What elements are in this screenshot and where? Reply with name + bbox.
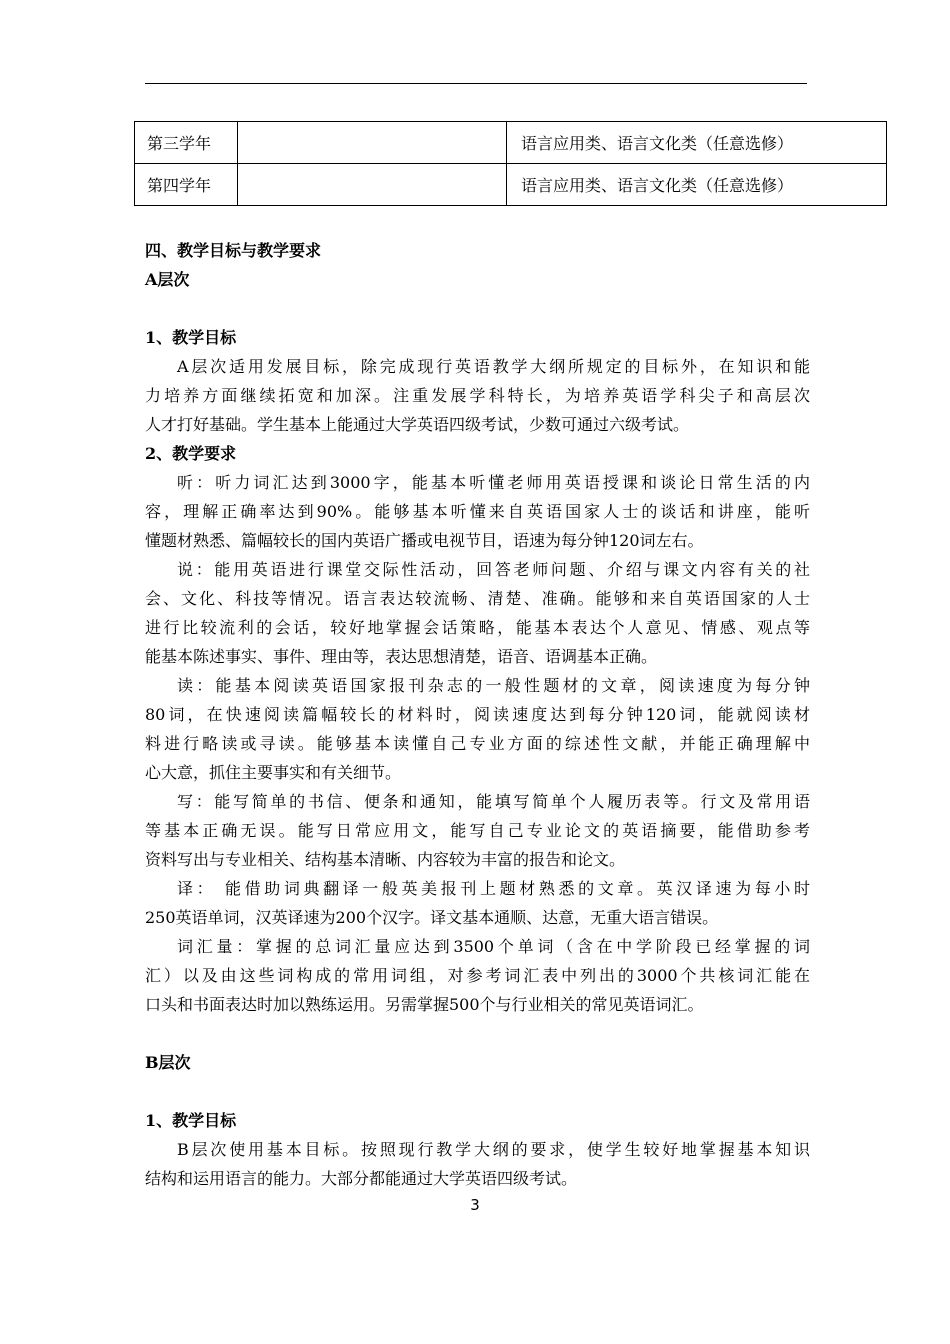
level-a-req-heading: 2、教学要求 (145, 444, 237, 463)
document-body (145, 236, 810, 1193)
blank-line (145, 1077, 810, 1106)
paragraph-line: 进行比较流利的会话，较好地掌握会话策略，能基本表达个人意见、情感、观点等 (145, 618, 810, 637)
paragraph-line: 口头和书面表达时加以熟练运用。另需掌握500个与行业相关的常见英语词汇。 (145, 995, 704, 1014)
course-table (134, 121, 887, 206)
section-heading: 四、教学目标与教学要求 (145, 241, 322, 260)
courses-cell: 语言应用类、语言文化类（任意选修） (507, 122, 887, 164)
paragraph-line: 说：能用英语进行课堂交际性活动，回答老师问题、介绍与课文内容有关的社 (177, 560, 810, 579)
paragraph-line: 容，理解正确率达到90%。能够基本听懂来自英语国家人士的谈话和讲座，能听 (145, 502, 810, 521)
paragraph-line: 读：能基本阅读英语国家报刊杂志的一般性题材的文章，阅读速度为每分钟 (177, 676, 810, 695)
paragraph-line: A层次适用发展目标，除完成现行英语教学大纲所规定的目标外，在知识和能 (177, 357, 810, 376)
paragraph-line: B层次使用基本目标。按照现行教学大纲的要求，使学生较好地掌握基本知识 (177, 1140, 810, 1159)
paragraph-line: 80词，在快速阅读篇幅较长的材料时，阅读速度达到每分钟120词，能就阅读材 (145, 705, 810, 724)
table-row (135, 164, 887, 206)
paragraph-line: 资料写出与专业相关、结构基本清晰、内容较为丰富的报告和论文。 (145, 850, 626, 869)
level-a-goal-heading: 1、教学目标 (145, 328, 237, 347)
table-row (135, 122, 887, 164)
paragraph-line: 译： 能借助词典翻译一般英美报刊上题材熟悉的文章。英汉译速为每小时 (177, 879, 810, 898)
paragraph-line: 能基本陈述事实、事件、理由等，表达思想清楚，语音、语调基本正确。 (145, 647, 658, 666)
paragraph-line: 会、文化、科技等情况。语言表达较流畅、清楚、准确。能够和来自英语国家的人士 (145, 589, 810, 608)
paragraph-line: 力培养方面继续拓宽和加深。注重发展学科特长，为培养英语学科尖子和高层次 (145, 386, 810, 405)
paragraph-line: 汇）以及由这些词构成的常用词组，对参考词汇表中列出的3000个共核词汇能在 (145, 966, 810, 985)
paragraph-line: 料进行略读或寻读。能够基本读懂自己专业方面的综述性文献，并能正确理解中 (145, 734, 810, 753)
header-rule (145, 83, 807, 84)
year-cell: 第四学年 (135, 164, 238, 206)
paragraph-line: 人才打好基础。学生基本上能通过大学英语四级考试，少数可通过六级考试。 (145, 415, 690, 434)
paragraph-line: 词汇量：掌握的总词汇量应达到3500个单词（含在中学阶段已经掌握的词 (177, 937, 810, 956)
courses-cell: 语言应用类、语言文化类（任意选修） (507, 164, 887, 206)
page-number: 3 (470, 1196, 480, 1214)
blank-line (145, 1019, 810, 1048)
paragraph-line: 写：能写简单的书信、便条和通知，能填写简单个人履历表等。行文及常用语 (177, 792, 810, 811)
level-b-goal-heading: 1、教学目标 (145, 1111, 237, 1130)
level-b-title: B层次 (145, 1053, 191, 1072)
paragraph-line: 结构和运用语言的能力。大部分都能通过大学英语四级考试。 (145, 1169, 578, 1188)
middle-cell (238, 122, 507, 164)
paragraph-line: 250英语单词，汉英译速为200个汉字。译文基本通顺、达意，无重大语言错误。 (145, 908, 719, 927)
paragraph-line: 心大意，抓住主要事实和有关细节。 (145, 763, 402, 782)
paragraph-line: 懂题材熟悉、篇幅较长的国内英语广播或电视节目，语速为每分钟120词左右。 (145, 531, 704, 550)
level-a-title: A层次 (145, 270, 190, 289)
middle-cell (238, 164, 507, 206)
paragraph-line: 等基本正确无误。能写日常应用文，能写自己专业论文的英语摘要，能借助参考 (145, 821, 810, 840)
paragraph-line: 听：听力词汇达到3000字，能基本听懂老师用英语授课和谈论日常生活的内 (177, 473, 810, 492)
blank-line (145, 294, 810, 323)
year-cell: 第三学年 (135, 122, 238, 164)
